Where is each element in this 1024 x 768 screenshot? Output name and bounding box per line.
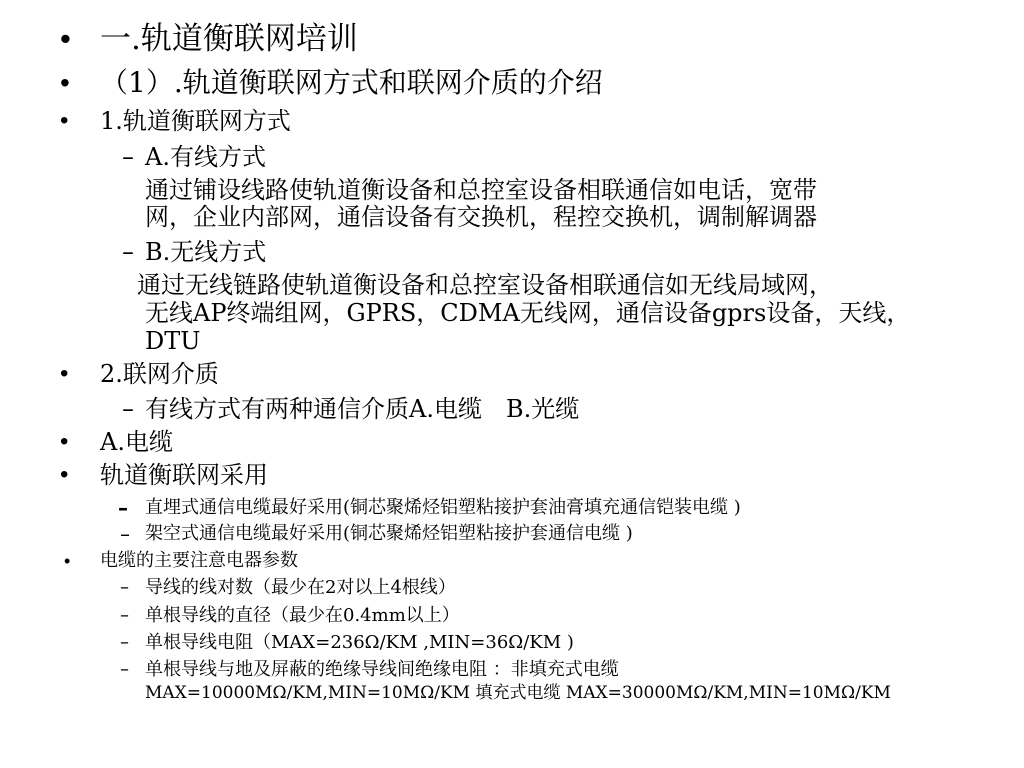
- param-insulation-line2: MAX=10000MΩ/KM,MIN=10MΩ/KM 填充式电缆 MAX=30000MΩ/KM,MIN=10MΩ/KM: [145, 683, 891, 703]
- wired-desc-line1: 通过铺设线路使轨道衡设备和总控室设备相联通信如电话，宽带: [145, 176, 817, 204]
- param-conductor-diameter: 单根导线的直径（最少在0.4mm以上）: [145, 605, 460, 626]
- bullet-marker: •: [60, 428, 69, 455]
- wireless-desc-line2: 无线AP终端组网，GPRS，CDMA无线网，通信设备gprs设备，天线，: [145, 299, 911, 327]
- dash-marker: –: [120, 659, 129, 680]
- bullet-marker: •: [64, 551, 71, 571]
- bullet-marker: •: [60, 360, 69, 387]
- dash-marker: –: [120, 632, 129, 653]
- wireless-desc-line3: DTU: [145, 327, 201, 355]
- bullet-marker: •: [60, 461, 69, 488]
- params-heading: 电缆的主要注意电器参数: [100, 550, 298, 571]
- dash-marker: –: [122, 143, 134, 171]
- param-pair-count: 导线的线对数（最少在2对以上4根线）: [145, 577, 456, 598]
- dash-marker: –: [120, 605, 129, 626]
- cable-heading: A.电缆: [100, 428, 173, 456]
- section2-heading: 2.联网介质: [100, 360, 219, 388]
- section2-item: 有线方式有两种通信介质A.电缆 B.光缆: [145, 395, 580, 423]
- usage-item-direct-burial: 直埋式通信电缆最好采用(铜芯聚烯烃铝塑粘接护套油膏填充通信铠装电缆 ): [145, 497, 741, 518]
- bullet-marker: •: [60, 107, 69, 134]
- param-conductor-resistance: 单根导线电阻（MAX=236Ω/KM ,MIN=36Ω/KM ): [145, 632, 574, 653]
- section1-heading: 1.轨道衡联网方式: [100, 107, 291, 135]
- wireless-desc-line1: 通过无线链路使轨道衡设备和总控室设备相联通信如无线局域网，: [137, 271, 833, 299]
- usage-heading: 轨道衡联网采用: [100, 461, 268, 489]
- dash-marker: –: [118, 496, 128, 520]
- wired-label: A.有线方式: [145, 143, 266, 171]
- slide-subtitle: （1）.轨道衡联网方式和联网介质的介绍: [100, 66, 603, 99]
- wired-desc-line2: 网，企业内部网，通信设备有交换机，程控交换机，调制解调器: [145, 203, 817, 231]
- dash-marker: –: [120, 522, 130, 546]
- bullet-marker: •: [60, 21, 71, 56]
- wireless-label: B.无线方式: [145, 238, 267, 266]
- usage-item-aerial: 架空式通信电缆最好采用(铜芯聚烯烃铝塑粘接护套通信电缆 ): [145, 523, 633, 544]
- dash-marker: –: [120, 577, 129, 598]
- slide-title: 一.轨道衡联网培训: [100, 21, 358, 57]
- dash-marker: –: [122, 395, 134, 423]
- dash-marker: –: [122, 238, 134, 266]
- bullet-marker: •: [60, 67, 70, 98]
- param-insulation-line1: 单根导线与地及屏蔽的绝缘导线间绝缘电阻 ：非填充式电缆: [145, 659, 619, 680]
